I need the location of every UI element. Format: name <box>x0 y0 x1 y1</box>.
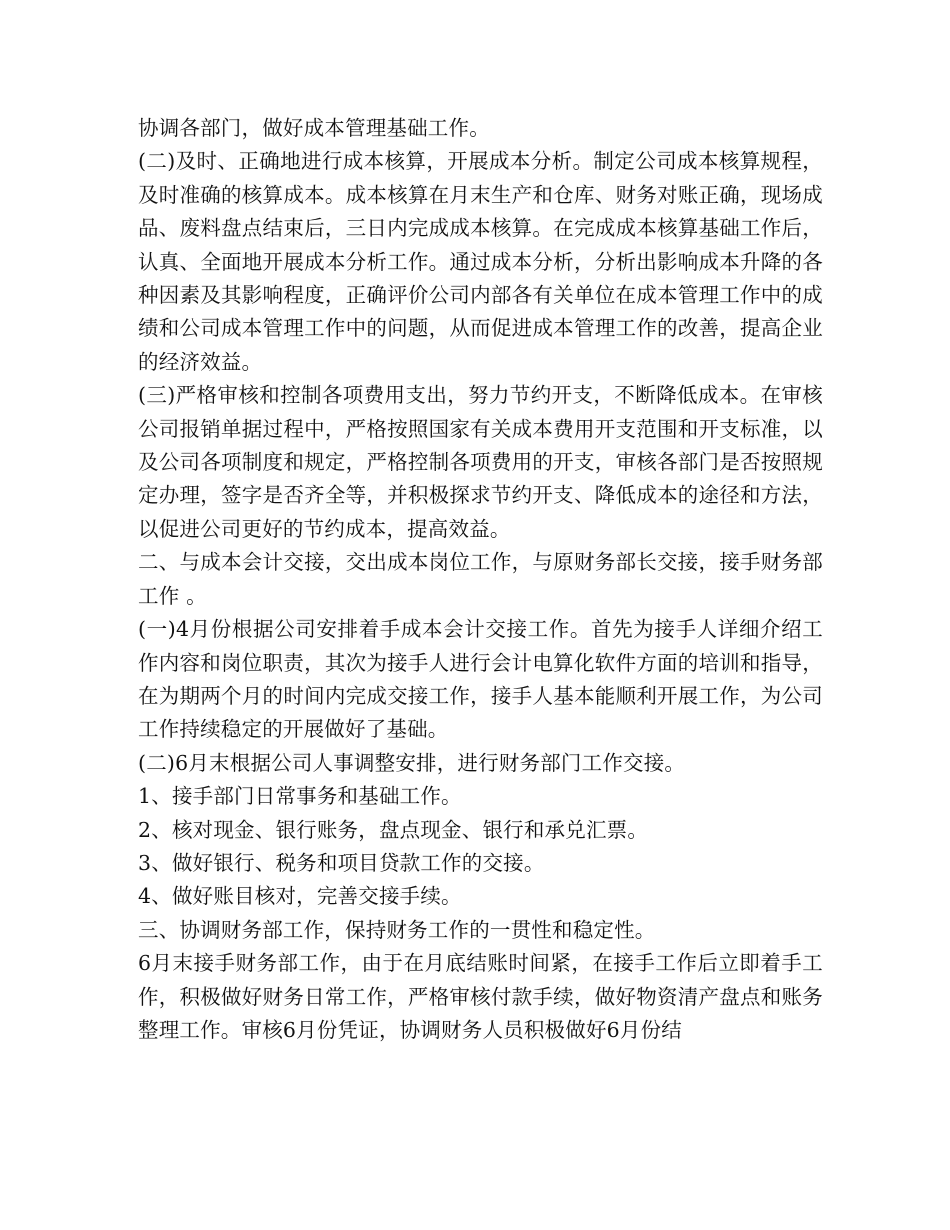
paragraph: 4、做好账目核对，完善交接手续。 <box>138 884 462 909</box>
paragraph: 3、做好银行、税务和项目贷款工作的交接。 <box>138 850 545 875</box>
paragraph: 三、协调财务部工作，保持财务工作的一贯性和稳定性。 <box>138 917 656 942</box>
paragraph: 6月末接手财务部工作，由于在月底结账时间紧，在接手工作后立即着手工作，积极做好财务日常工作，严格审核付款手续，做好物资清产盘点和账务整理工作。审核6月份凭证，协调财务人员积极做好6月份结 <box>138 951 823 1042</box>
paragraph: (三)严格审核和控制各项费用支出，努力节约开支，不断降低成本。在审核公司报销单据过程中，严格按照国家有关成本费用开支范围和开支标准，以及公司各项制度和规定，严格控制各项费用的开支，审核各部门是否按照规定办理，签字是否齐全等，并积极探求节约开支、降低成本的途径和方法，以促进公司更好的节约成本，提高效益。 <box>138 383 823 541</box>
document-body <box>138 112 823 1047</box>
paragraph: 协调各部门，做好成本管理基础工作。 <box>138 116 490 140</box>
paragraph: (一)4月份根据公司安排着手成本会计交接工作。首先为接手人详细介绍工作内容和岗位职责，其次为接手人进行会计电算化软件方面的培训和指导，在为期两个月的时间内完成交接工作，接手人基本能顺利开展工作，为公司工作持续稳定的开展做好了基础。 <box>138 617 823 742</box>
paragraph: 2、核对现金、银行账务，盘点现金、银行和承兑汇票。 <box>138 817 649 842</box>
paragraph: (二)及时、正确地进行成本核算，开展成本分析。制定公司成本核算规程，及时准确的核算成本。成本核算在月末生产和仓库、财务对账正确，现场成品、废料盘点结束后，三日内完成成本核算。在完成成本核算基础工作后，认真、全面地开展成本分析工作。通过成本分析，分析出影响成本升降的各种因素及其影响程度，正确评价公司内部各有关单位在成本管理工作中的成绩和公司成本管理工作中的问题，从而促进成本管理工作的改善，提高企业的经济效益。 <box>138 149 823 374</box>
paragraph: 二、与成本会计交接，交出成本岗位工作，与原财务部长交接，接手财务部工作 。 <box>138 550 823 608</box>
paragraph: (二)6月末根据公司人事调整安排，进行财务部门工作交接。 <box>138 750 686 775</box>
paragraph: 1、接手部门日常事务和基础工作。 <box>138 784 462 809</box>
